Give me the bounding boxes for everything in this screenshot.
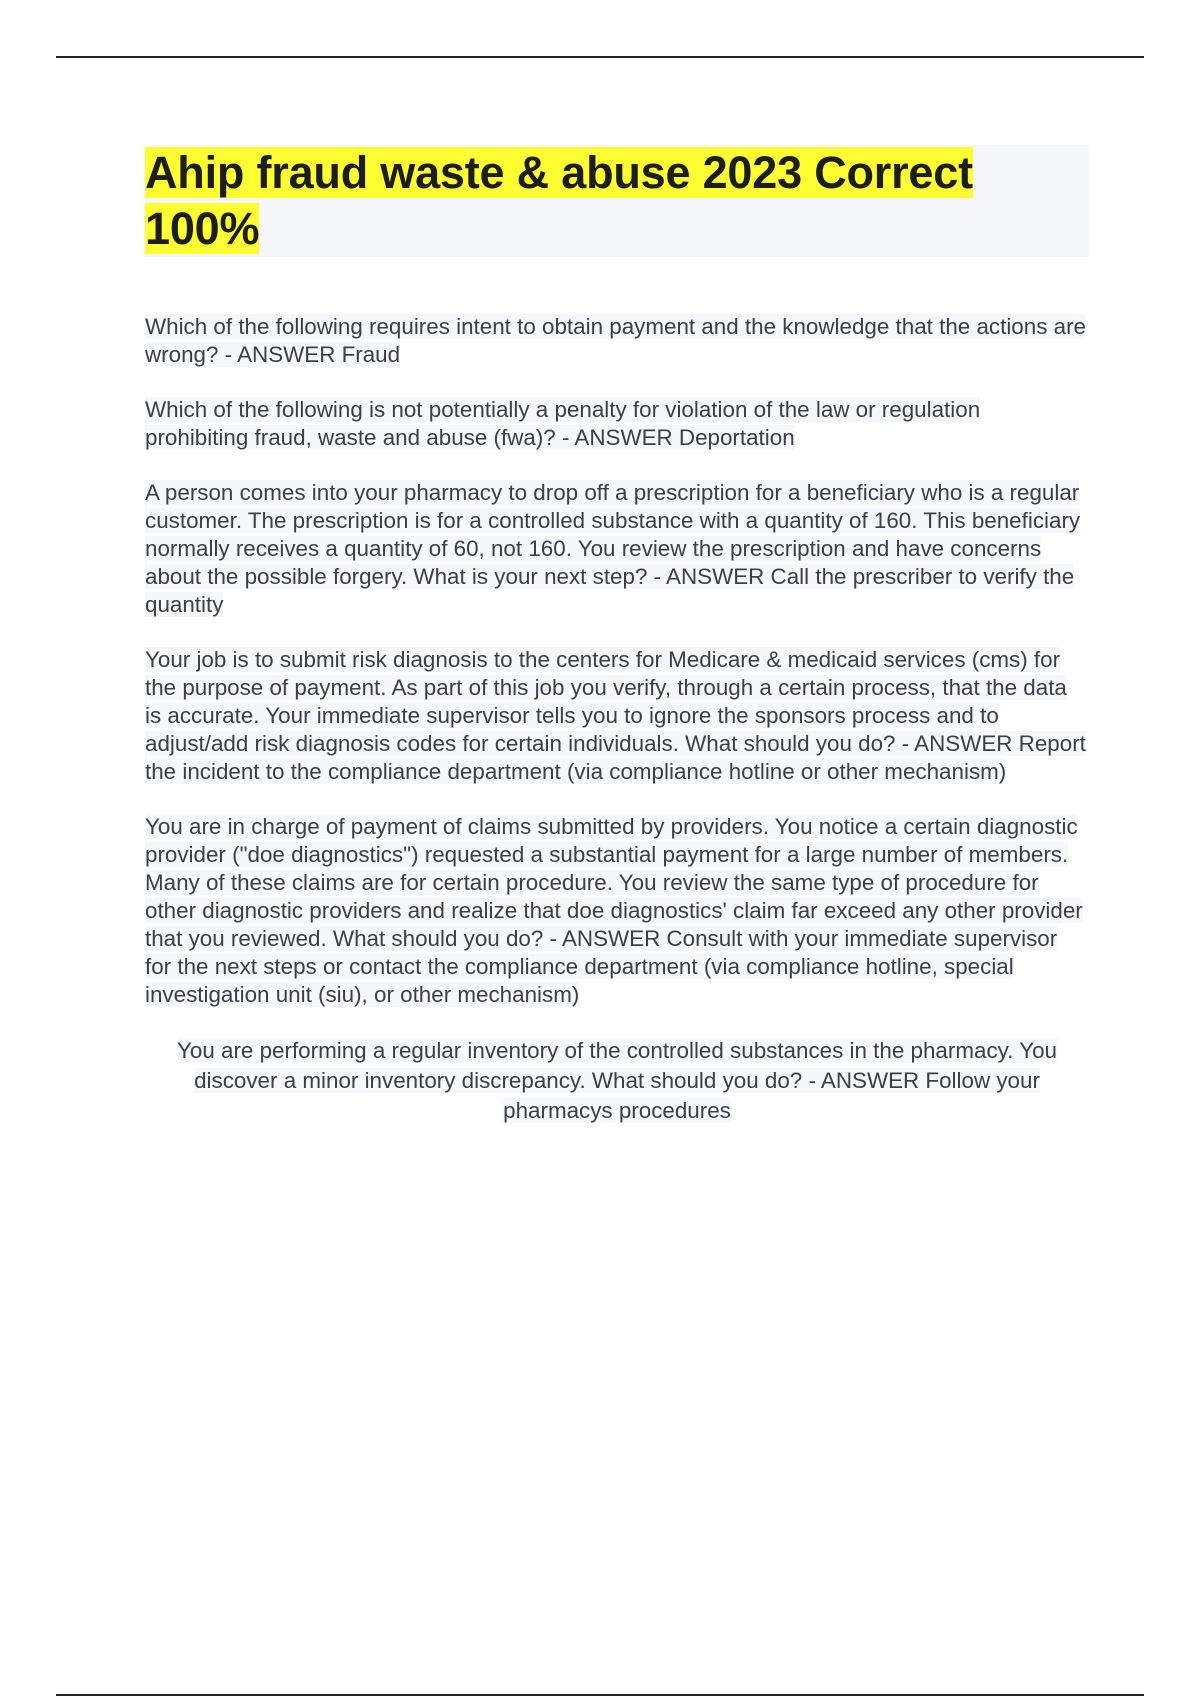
qa-list — [145, 313, 1089, 1153]
qa-item-3: A person comes into your pharmacy to drop off a prescription for a beneficiary who is a regular customer. The prescription is for a controlled substance with a quantity of 160. This beneficiary normally receives a quantity of 60, not 160. You review the prescription and have concerns about the possible forgery. What is your next step? - ANSWER Call the prescriber to verify the quantity — [145, 480, 1081, 617]
header-rule — [56, 56, 1144, 58]
qa-item-6: You are performing a regular inventory of the controlled substances in the pharmacy. You discover a minor inventory discrepancy. What should you do? - ANSWER Follow your pharmacys procedures — [177, 1038, 1057, 1123]
title-highlight: Ahip fraud waste & abuse 2023 Correct 100% — [145, 147, 973, 254]
qa-item-4: Your job is to submit risk diagnosis to the centers for Medicare & medicaid services (cms) for the purpose of payment. As part of this job you verify, through a certain process, that the data is accurate. Your immediate supervisor tells you to ignore the sponsors process and to adjust/add risk diagnosis codes for certain individuals. What should you do? - ANSWER Report the incident to the compliance department (via compliance hotline or other mechanism) — [145, 647, 1086, 784]
footer-rule — [56, 1694, 1144, 1696]
qa-item-2: Which of the following is not potentially a penalty for violation of the law or regulation prohibiting fraud, waste and abuse (fwa)? - ANSWER Deportation — [145, 397, 981, 450]
qa-item-1: Which of the following requires intent to obtain payment and the knowledge that the actions are wrong? - ANSWER Fraud — [145, 314, 1086, 367]
document-title — [145, 145, 1089, 257]
title-block — [145, 145, 1089, 257]
qa-item-5: You are in charge of payment of claims submitted by providers. You notice a certain diagnostic provider ("doe diagnostics") requested a substantial payment for a large number of members. Many of these claims are for certain procedure. You review the same type of procedure for other diagnostic providers and realize that doe diagnostics' claim far exceed any other provider that you reviewed. What should you do? - ANSWER Consult with your immediate supervisor for the next steps or contact the compliance department (via compliance hotline, special investigation unit (siu), or other mechanism) — [145, 814, 1083, 1007]
